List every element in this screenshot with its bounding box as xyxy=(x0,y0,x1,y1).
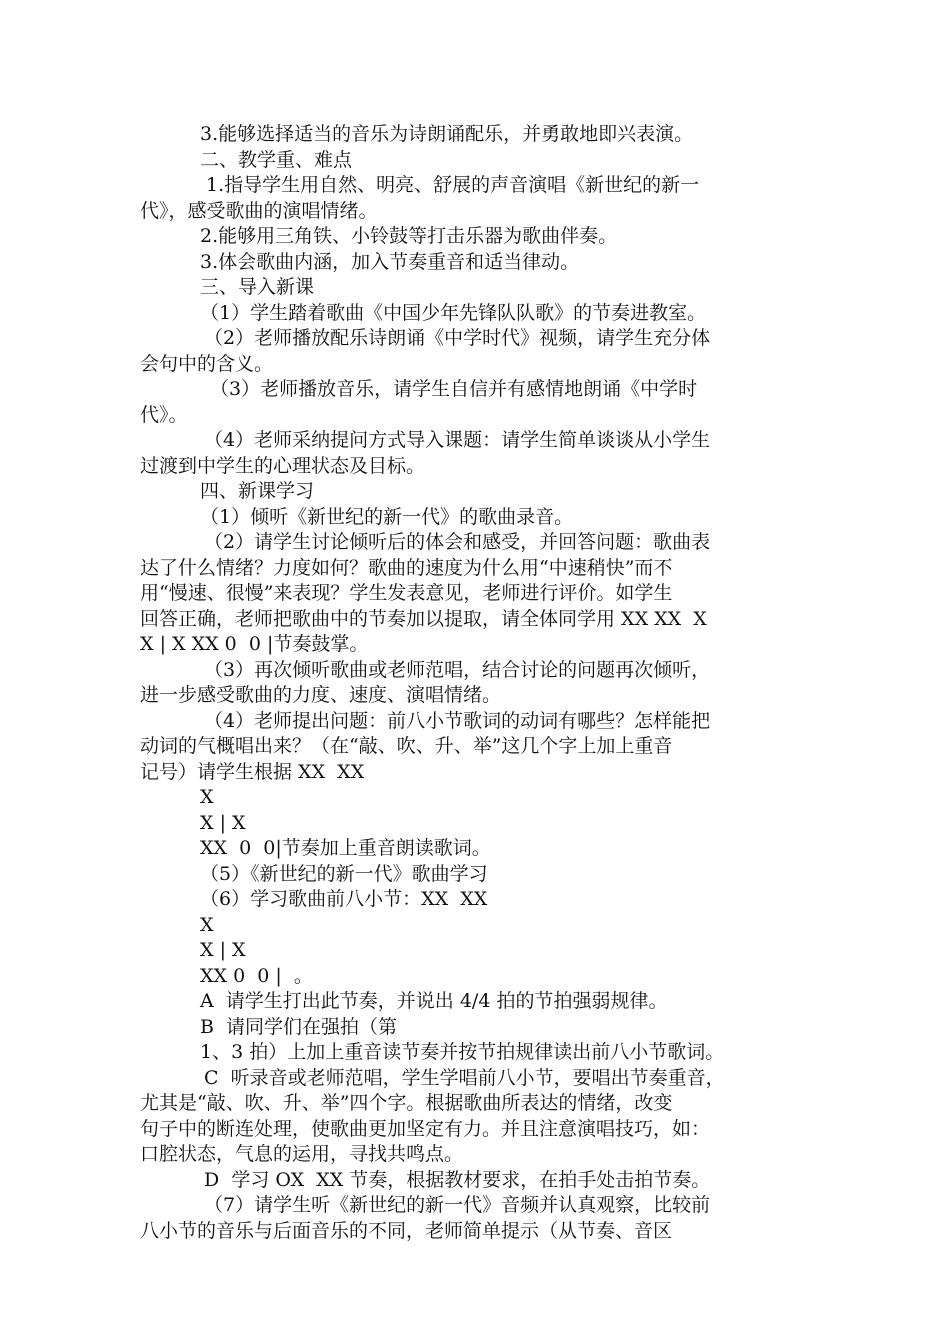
text-line: （1）学生踏着歌曲《中国少年先锋队队歌》的节奏进教室。 xyxy=(200,301,707,324)
text-line: （2）请学生讨论倾听后的体会和感受，并回答问题：歌曲表 xyxy=(204,531,711,553)
text-line: 2.能够用三角铁、小铃鼓等打击乐器为歌曲伴奏。 xyxy=(200,225,618,247)
rhythm-line: XX 0 0 | 。 xyxy=(200,964,313,987)
text-line: 过渡到中学生的心理状态及目标。 xyxy=(140,454,426,477)
text-line: （2）老师播放配乐诗朗诵《中学时代》视频，请学生充分体 xyxy=(204,327,711,349)
text-line: 记号）请学生根据 XX XX xyxy=(140,760,365,783)
rhythm-line: X xyxy=(200,786,214,808)
section-heading: 四、新课学习 xyxy=(200,480,315,502)
text-line: 八小节的音乐与后面音乐的不同，老师简单提示（从节奏、音区 xyxy=(140,1219,673,1242)
text-line: 尤其是“敲、吹、升、举”四个字。根据歌曲所表达的情绪，改变 xyxy=(140,1092,673,1114)
text-line: 用“慢速、很慢”来表现？学生发表意见，老师进行评价。如学生 xyxy=(140,582,673,604)
text-line: 3.能够选择适当的音乐为诗朗诵配乐，并勇敢地即兴表演。 xyxy=(200,123,694,145)
text-line: （4）老师提出问题：前八小节歌词的动词有哪些？怎样能把 xyxy=(204,709,711,732)
rhythm-line: X xyxy=(200,913,214,936)
text-line: 代》，感受歌曲的演唱情绪。 xyxy=(140,199,378,222)
text-line: 口腔状态，气息的运用，寻找共鸣点。 xyxy=(140,1143,464,1165)
text-line: 进一步感受歌曲的力度、速度、演唱情绪。 xyxy=(140,684,502,706)
text-line: 句子中的断连处理，使歌曲更加坚定有力。并且注意演唱技巧，如： xyxy=(140,1117,711,1140)
text-line: 1、3 拍）上加上重音读节奏并按节拍规律读出前八小节歌词。 xyxy=(200,1041,725,1063)
text-line: 3.体会歌曲内涵，加入节奏重音和适当律动。 xyxy=(200,250,580,273)
text-line: 代》。 xyxy=(140,403,188,426)
text-line: （5）《新世纪的新一代》歌曲学习 xyxy=(200,862,488,885)
rhythm-line: XX 0 0|节奏加上重音朗读歌词。 xyxy=(200,837,491,859)
text-line: 动词的气概唱出来？（在“敲、吹、升、举”这几个字上加上重音 xyxy=(140,735,673,757)
text-line: D 学习 OX XX 节奏，根据教材要求，在拍手处击拍节奏。 xyxy=(204,1168,711,1191)
text-line: B 请同学们在强拍（第 xyxy=(200,1015,398,1038)
section-heading: 二、教学重、难点 xyxy=(200,148,353,171)
text-line: （6）学习歌曲前八小节：XX XX xyxy=(200,888,488,910)
rhythm-line: X | X xyxy=(200,811,246,834)
text-line: C 听录音或老师范唱，学生学唱前八小节，要唱出节奏重音， xyxy=(204,1066,725,1089)
document-body xyxy=(140,122,808,1244)
text-line: 会句中的含义。 xyxy=(140,352,274,375)
text-line: （1）倾听《新世纪的新一代》的歌曲录音。 xyxy=(200,505,574,528)
section-heading: 三、导入新课 xyxy=(200,276,315,298)
text-line: 1.指导学生用自然、明亮、舒展的声音演唱《新世纪的新一 xyxy=(206,174,700,196)
text-line: （3）再次倾听歌曲或老师范唱，结合讨论的问题再次倾听， xyxy=(204,658,711,681)
text-line: A 请学生打出此节奏，并说出 4/4 拍的节拍强弱规律。 xyxy=(200,990,668,1012)
rhythm-line: X | X xyxy=(200,939,246,961)
text-line: （7）请学生听《新世纪的新一代》音频并认真观察，比较前 xyxy=(204,1194,711,1216)
text-line: （3）老师播放音乐，请学生自信并有感情地朗诵《中学时 xyxy=(210,378,698,400)
text-line: （4）老师采纳提问方式导入课题：请学生简单谈谈从小学生 xyxy=(204,429,711,451)
text-line: 达了什么情绪？力度如何？歌曲的速度为什么用“中速稍快”而不 xyxy=(140,556,673,579)
rhythm-line: X | X XX 0 0 |节奏鼓掌。 xyxy=(140,633,369,655)
text-line: 回答正确，老师把歌曲中的节奏加以提取，请全体同学用 XX XX X xyxy=(140,607,707,630)
